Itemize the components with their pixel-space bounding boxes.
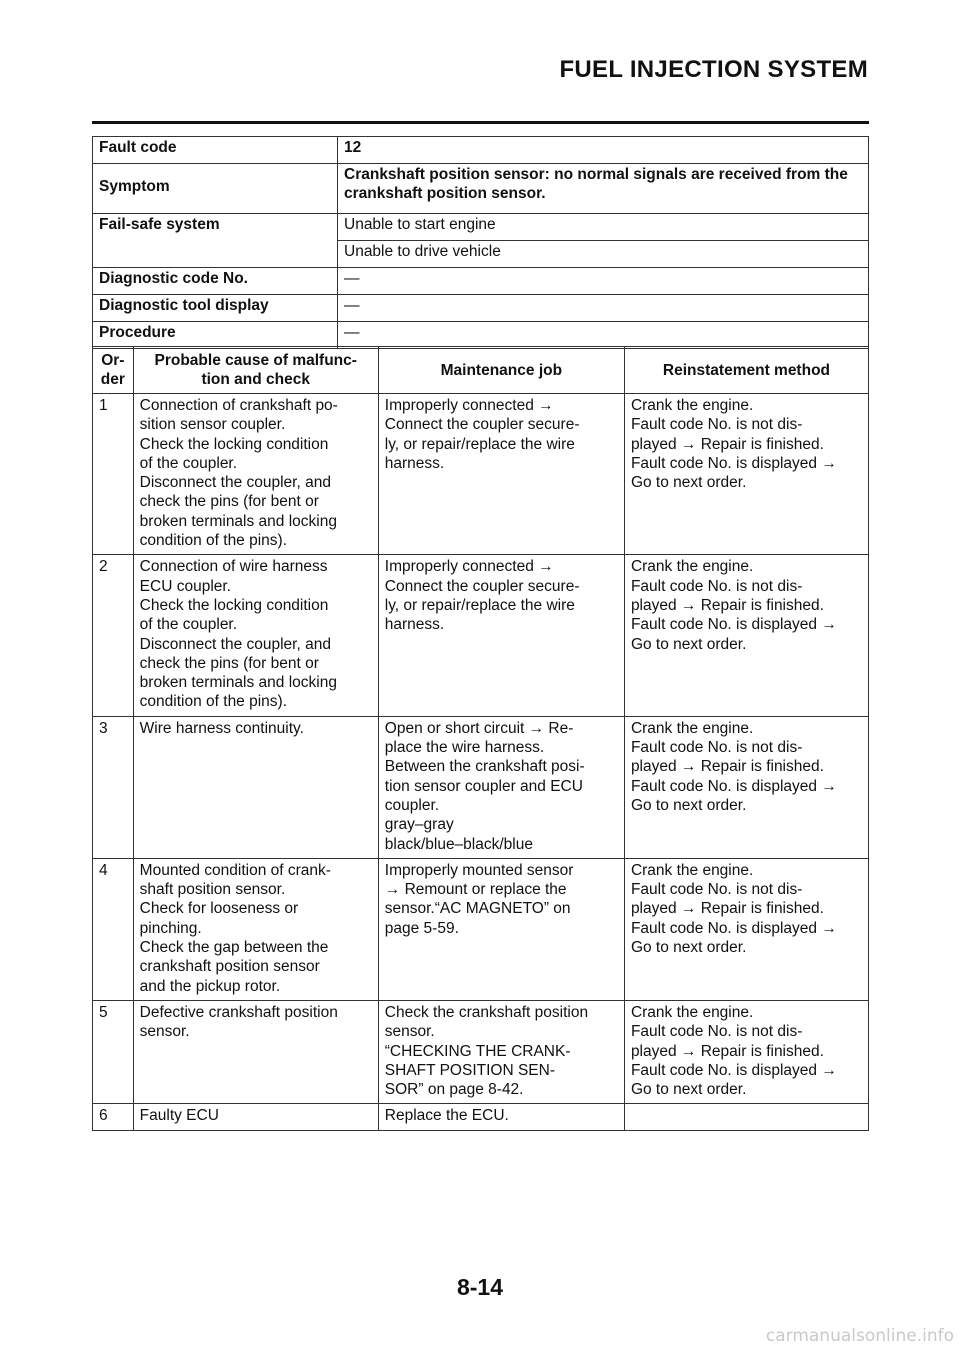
table-row xyxy=(93,1104,869,1130)
reinstatement-cell: Crank the engine. Fault code No. is not dis- played → Repair is finished. Fault code No. is displayed → Go to next order. xyxy=(624,858,868,1000)
job-cell: Improperly connected → Connect the coupler secure- ly, or repair/replace the wire harness. xyxy=(378,555,624,716)
procedure-row xyxy=(93,322,869,349)
table-row xyxy=(93,1000,869,1103)
order-cell: 3 xyxy=(93,716,134,858)
fault-info-table xyxy=(92,136,869,349)
order-cell: 4 xyxy=(93,858,134,1000)
cause-cell: Connection of crankshaft po- sition sensor coupler. Check the locking condition of the coupler. Disconnect the coupler, and check the pins (for bent or broken terminals and locking condition of the pins). xyxy=(133,394,378,555)
job-cell: Improperly mounted sensor → Remount or replace the sensor.“AC MAGNETO” on page 5-59. xyxy=(378,858,624,1000)
order-cell: 5 xyxy=(93,1000,134,1103)
procedure-value: — xyxy=(338,322,869,349)
reinstatement-cell: Crank the engine. Fault code No. is not dis- played → Repair is finished. Fault code No. is displayed → Go to next order. xyxy=(624,716,868,858)
symptom-value: Crankshaft position sensor: no normal signals are received from the crankshaft position sensor. xyxy=(338,164,869,214)
diag-tool-value: — xyxy=(338,295,869,322)
table-row xyxy=(93,555,869,716)
reinstatement-cell: Crank the engine. Fault code No. is not dis- played → Repair is finished. Fault code No. is displayed → Go to next order. xyxy=(624,1000,868,1103)
reinstatement-cell xyxy=(624,1104,868,1130)
fault-code-label: Fault code xyxy=(93,137,338,164)
symptom-row xyxy=(93,164,869,214)
watermark: carmanualsonline.info xyxy=(765,1326,954,1346)
order-cell: 2 xyxy=(93,555,134,716)
steps-header-row xyxy=(93,347,869,394)
order-cell: 6 xyxy=(93,1104,134,1130)
table-row xyxy=(93,858,869,1000)
col-job-header: Maintenance job xyxy=(378,347,624,394)
failsafe-label: Fail-safe system xyxy=(93,214,338,268)
symptom-label: Symptom xyxy=(93,164,338,214)
reinstatement-cell: Crank the engine. Fault code No. is not dis- played → Repair is finished. Fault code No. is displayed → Go to next order. xyxy=(624,555,868,716)
cause-cell: Wire harness continuity. xyxy=(133,716,378,858)
fault-code-row xyxy=(93,137,869,164)
job-cell: Improperly connected → Connect the coupler secure- ly, or repair/replace the wire harness. xyxy=(378,394,624,555)
job-cell: Check the crankshaft position sensor. “CHECKING THE CRANK- SHAFT POSITION SEN- SOR” on page 8-42. xyxy=(378,1000,624,1103)
col-cause-header: Probable cause of malfunc- tion and check xyxy=(133,347,378,394)
page-title: FUEL INJECTION SYSTEM xyxy=(559,56,868,83)
diag-code-value: — xyxy=(338,268,869,295)
failsafe-value-2: Unable to drive vehicle xyxy=(338,241,869,268)
diag-tool-row xyxy=(93,295,869,322)
failsafe-row-1 xyxy=(93,214,869,241)
order-cell: 1 xyxy=(93,394,134,555)
failsafe-value-1: Unable to start engine xyxy=(338,214,869,241)
title-rule xyxy=(92,121,869,124)
procedure-steps-table xyxy=(92,346,869,1131)
reinstatement-cell: Crank the engine. Fault code No. is not dis- played → Repair is finished. Fault code No. is displayed → Go to next order. xyxy=(624,394,868,555)
fault-code-value: 12 xyxy=(338,137,869,164)
procedure-label: Procedure xyxy=(93,322,338,349)
table-row xyxy=(93,716,869,858)
cause-cell: Mounted condition of crank- shaft position sensor. Check for looseness or pinching. Check the gap between the crankshaft position sensor and the pickup rotor. xyxy=(133,858,378,1000)
job-cell: Open or short circuit → Re- place the wire harness. Between the crankshaft posi- tion sensor coupler and ECU coupler. gray–gray black/blue–black/blue xyxy=(378,716,624,858)
col-reinstatement-header: Reinstatement method xyxy=(624,347,868,394)
diag-code-label: Diagnostic code No. xyxy=(93,268,338,295)
cause-cell: Faulty ECU xyxy=(133,1104,378,1130)
job-cell: Replace the ECU. xyxy=(378,1104,624,1130)
page-number: 8-14 xyxy=(456,1274,504,1300)
cause-cell: Connection of wire harness ECU coupler. Check the locking condition of the coupler. Disconnect the coupler, and check the pins (for bent or broken terminals and locking condition of the pins). xyxy=(133,555,378,716)
diag-tool-label: Diagnostic tool display xyxy=(93,295,338,322)
diag-code-row xyxy=(93,268,869,295)
col-order-header: Or- der xyxy=(93,347,134,394)
cause-cell: Defective crankshaft position sensor. xyxy=(133,1000,378,1103)
table-row xyxy=(93,394,869,555)
